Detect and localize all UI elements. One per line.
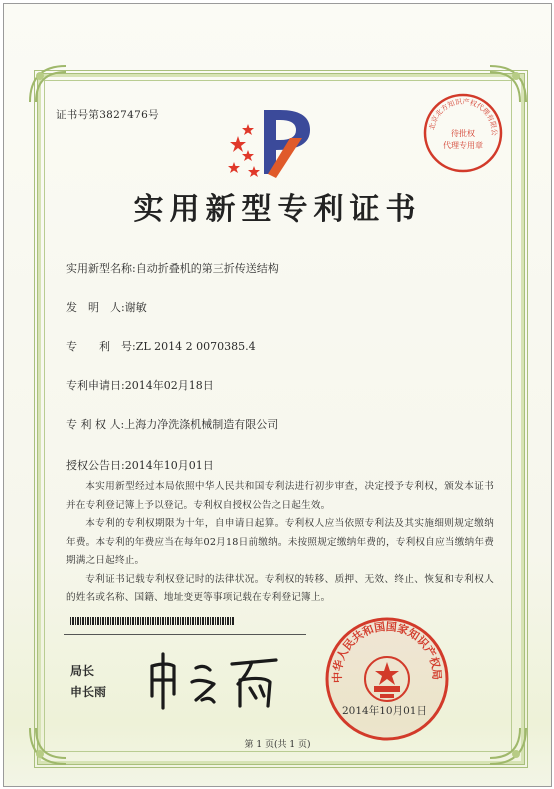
certificate-number: 证书号第3827476号 [56, 109, 159, 121]
field-filing-date [66, 377, 214, 393]
seal-arc-text: 中华人民共和国国家知识产权局 [330, 620, 444, 683]
agency-stamp-line2: 代理专用章 [443, 141, 483, 150]
patent-holder-label: 专 利 权 人: [66, 418, 125, 431]
divider-line [64, 634, 306, 635]
agency-stamp-arc-text: 北京北方知识产权代理有限公 [428, 97, 499, 136]
field-utility-model-name [66, 260, 279, 276]
filing-date-label: 专利申请日: [66, 379, 125, 392]
seal-date: 2014年10月01日 [342, 705, 427, 717]
filing-date-value: 2014年02月18日 [124, 379, 214, 392]
barcode [70, 617, 234, 625]
handwritten-signature [140, 644, 290, 714]
certificate-body [66, 478, 494, 608]
page-number: 第 1 页(共 1 页) [244, 740, 311, 750]
field-patent-number [66, 338, 256, 354]
announcement-date-label: 授权公告日: [66, 459, 125, 472]
field-patent-holder [66, 416, 278, 432]
certificate-title: 实用新型专利证书 [133, 192, 422, 227]
paragraph-legal-status: 专利证书记载专利权登记时的法律状况。专利权的转移、质押、无效、终止、恢复和专利权人的姓名或名称、国籍、地址变更等事项记载在专利登记簿上。 [66, 573, 494, 603]
name-label: 实用新型名称: [66, 262, 136, 275]
patent-office-logo [224, 104, 320, 184]
agency-stamp [422, 92, 504, 174]
official-seal [324, 616, 450, 742]
signatory-title [70, 661, 106, 703]
certificate-sheet [3, 3, 552, 787]
name-value: 自动折叠机的第三折传送结构 [135, 262, 279, 275]
signatory-title-line2: 申长雨 [70, 685, 107, 699]
paragraph-term: 本专利的专利权期限为十年，自申请日起算。专利权人应当依照专利法及其实施细则规定缴纳年费。本专利的年费应当在每年02月18日前缴纳。未按照规定缴纳年费的，专利权自应当缴纳年费期满之日起终止。 [66, 518, 494, 566]
corner-ornament-top-left [26, 62, 72, 108]
patent-number-label: 专 利 号: [66, 340, 136, 353]
inventor-value: 谢敏 [124, 301, 147, 314]
field-inventor [66, 299, 147, 315]
agency-stamp-line1: 待批权 [451, 129, 475, 138]
patent-holder-value: 上海力净洗涤机械制造有限公司 [124, 418, 279, 431]
inventor-label: 发 明 人: [66, 301, 125, 314]
patent-number-value: ZL 2014 2 0070385.4 [135, 340, 256, 353]
signatory-title-line1: 局长 [70, 664, 95, 678]
announcement-date-value: 2014年10月01日 [124, 459, 214, 472]
field-announcement-date [66, 457, 214, 473]
paragraph-grant: 本实用新型经过本局依照中华人民共和国专利法进行初步审查，决定授予专利权，颁发本证书并在专利登记簿上予以登记。专利权自授权公告之日起生效。 [66, 481, 494, 511]
